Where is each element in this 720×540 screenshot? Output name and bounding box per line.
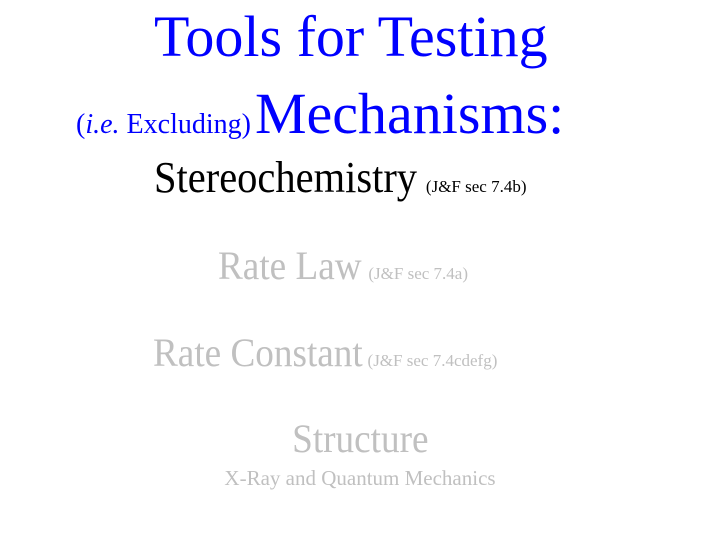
subtitle-main: Mechanisms: bbox=[254, 81, 565, 146]
item-reference: (J&F sec 7.4b) bbox=[425, 177, 527, 196]
slide-subtitle bbox=[76, 80, 564, 147]
slide-title: Tools for Testing bbox=[154, 4, 548, 69]
item-rate-constant bbox=[153, 329, 497, 376]
item-label: Structure bbox=[291, 416, 429, 461]
item-reference: (J&F sec 7.4cdefg) bbox=[367, 351, 498, 370]
structure-subtitle: X-Ray and Quantum Mechanics bbox=[224, 466, 496, 490]
item-reference: (J&F sec 7.4a) bbox=[368, 264, 468, 283]
subtitle-prefix: (i.e. Excluding) bbox=[76, 109, 251, 140]
item-structure bbox=[0, 415, 720, 462]
item-stereochemistry bbox=[154, 152, 527, 203]
item-rate-law bbox=[218, 242, 468, 289]
item-label: Rate Constant bbox=[153, 330, 363, 375]
item-label: Stereochemistry bbox=[154, 153, 418, 202]
item-label: Rate Law bbox=[218, 243, 362, 288]
